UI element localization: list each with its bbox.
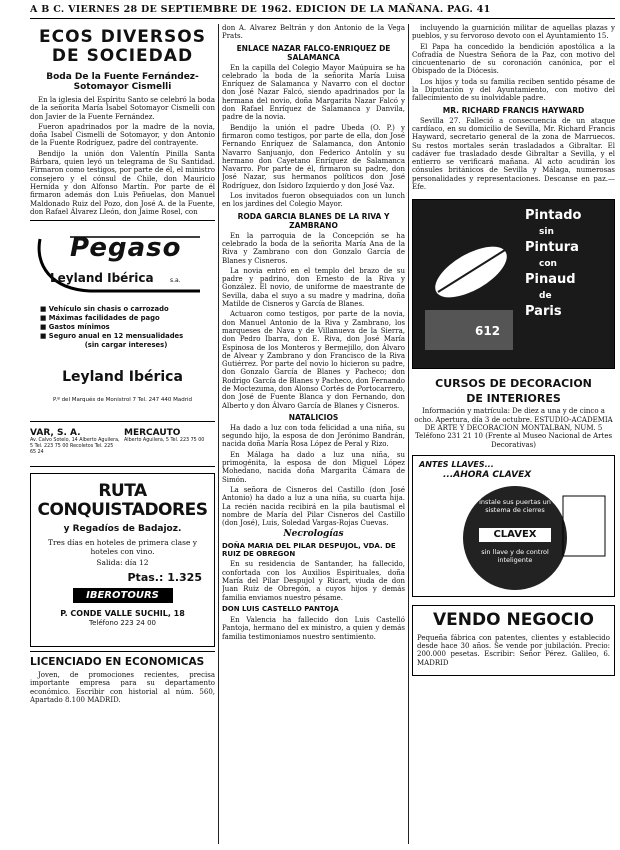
bullet-text: Seguro anual en 12 mensualidades <box>48 332 184 341</box>
article-paragraph: La señora de Cisneros del Castillo (don José Antonio) ha dado a luz a una niña, su cuarta hija. La recién nacida recibirá en la pila bautismal el nombre de María del Pilar Cisneros del Castillo (don José), Luis, Soledad Vargas-Rojas Cuevas. <box>222 485 405 528</box>
pintado-line: Paris <box>525 304 562 320</box>
pintado-line: Pinaud <box>525 272 576 288</box>
licenciado-title: LICENCIADO EN ECONOMICAS <box>30 656 205 669</box>
vendo-ad <box>412 605 615 676</box>
article-paragraph: Actuaron como testigos, por parte de la novia, don Manuel Antonio de la Riva y Zambrano, los marqueses de Nava y de Villanueva de la Sierra, don Pedro Ibarra, don E. Riva, don José María Espinosa de los Monteros y Bermejillo, don Álvaro de Alvear y Zambrano y don Francisco de la Riva Gutiérrez. Por parte del novio lo hicieron su padre, don Gonzalo García de Blanes y Pacheco; don Rodrigo García de Blanes y Pacheco, don Fernando de Moctezuma, don Alonso Cortés de Portocarrero, don José de Fuente Blanca y don Fernando, don Alberto y don Álvaro García de Blanes y Cisneros. <box>222 310 405 410</box>
article-title: ENLACE NAZAR FALCO-ENRIQUEZ DE SALAMANCA <box>236 43 391 62</box>
pegaso-ad <box>30 220 215 422</box>
ruta-address: P. CONDE VALLE SUCHIL, 18 <box>60 609 185 619</box>
ruta-subtitle: y Regadíos de Badajoz. <box>63 524 182 535</box>
pintado-line: con <box>539 259 557 270</box>
article-paragraph: Fueron apadrinados por la madre de la novia, doña Isabel Cismelli de Sotomayor, y don Antonio de la Fuente Rodríguez, padre del contrayente. <box>30 122 215 148</box>
bullet-item: ■ Seguro anual en 12 mensualidades <box>40 332 184 341</box>
article-paragraph: Sevilla 27. Falleció a consecuencia de un ataque cardíaco, en su domicilio de Sevilla, Mr. Richard Francis Hayward, secretario general de la zona de Marruecos. Su restos mortales serán trasladados a Gibraltar. El cadáver fue trasladado desde Gibraltar a Sevilla, y el entierro se verificará mañana. Al acto acudirán los cónsules británicos de Sevilla y Málaga, numerosas personalidades y representaciones. Descanse en paz.—Efe. <box>412 116 615 192</box>
article-paragraph: La novia entró en el templo del brazo de su padre y padrino, don Ernesto de la Riva y González. El novio, de uniforme de maestrante de Sevilla, daba el suyo a su madre y madrina, doña Matilde de Cisneros y García de Blanes. <box>222 266 405 309</box>
bullet-text: Máximas facilidades de pago <box>48 314 160 323</box>
section-title: NATALICIOS <box>288 412 339 422</box>
article-paragraph: En la capilla del Colegio Mayor Maúpuira se ha celebrado la boda de la señorita María Luisa Enríquez de Salamanca y Navarro con el doctor don José Nazar Falcó, siendo apadrinados por la hermana del novio, doña Margarita Nazar Falcó y don Rafael Enríquez de Salamanca y Danvila, padre de la novia. <box>222 63 405 122</box>
article-paragraph: En la iglesia del Espíritu Santo se celebró la boda de la señorita María Isabel Sotomayor Cismelli con don Javier de la Fuente Fernández. <box>30 96 215 121</box>
mercauto-name: MERCAUTO <box>124 428 181 439</box>
article-paragraph: Bendijo la unión el padre Ubeda (O. P.) y firmaron como testigos, por parte de ella, don José Fernando Enríquez de Salamanca, don Antonio Navarro Sanjuanjo, don Federico Antolín y su hermano don Cayetano Enríquez de Salamanca Navarro. Por parte de él, firmaron su padre, don José Nazar, sus hermanos políticos don José Rodríguez, don Isidoro Izquierdo y don José Vaz. <box>222 123 405 190</box>
pintado-line: de <box>539 291 552 302</box>
pintado-line: Pintura <box>525 240 579 256</box>
bullet-text: Vehículo sin chasis o carrozado <box>48 305 169 314</box>
bullet-item: ■ Gastos mínimos <box>40 323 110 332</box>
pegaso-logo <box>30 229 215 299</box>
vendo-body: Pequeña fábrica con patentes, clientes y establecido desde hace 30 años. Se vende por jubilación. Precio: 200.000 pesetas. Escribir: Señor Pérez. Galileo, 6. MADRID <box>417 633 610 667</box>
var-address: Av. Calvo Sotelo, 14 Alberto Aguilera, 5 Tel. 223 75 00 Recoletos Tel. 225 65 24 <box>30 438 120 456</box>
clavex-circle-text: instale sus puertas un sistema de cierres <box>479 497 551 514</box>
ruta-ad <box>30 473 215 647</box>
pegaso-bullets <box>40 305 212 350</box>
ruta-price: Ptas.: 1.325 <box>127 571 202 585</box>
vendo-title: VENDO NEGOCIO <box>433 609 594 630</box>
clavex-top: ANTES LLAVES... <box>419 459 494 469</box>
pintado-text <box>525 208 581 320</box>
dealer-ads <box>30 426 215 467</box>
cursos-title: CURSOS DE DECORACION <box>435 377 592 391</box>
pintado-line: sin <box>539 227 554 238</box>
pegaso-address: P.º del Marqués de Monistrol 7 Tel. 247 440 Madrid <box>53 397 192 404</box>
column-1 <box>30 24 215 844</box>
bullet-item: (sin cargar intereses) <box>84 341 168 350</box>
page-header <box>30 4 615 19</box>
licenciado-body: Joven, de promociones recientes, precisa importante empresa para su departamento económico. Escribir con historial al núm. 560, Apartado 8.100 MADRID. <box>30 671 215 705</box>
column-divider <box>218 24 219 844</box>
var-ad <box>30 428 120 456</box>
article-paragraph: incluyendo la guarnición militar de aquellas plazas y pueblos, y su fervoroso devoto con el Ayuntamiento 15. <box>412 24 615 41</box>
clavex-bottom: sin llave y de control inteligente <box>481 547 549 564</box>
section-title: ECOS DIVERSOS <box>39 27 206 47</box>
mercauto-address: Alberto Aguilera, 5 Tel. 223 75 00 <box>124 438 205 444</box>
article-paragraph: Los hijos y toda su familia reciben sentido pésame de la Diputación y del Ayuntamiento, con motivo del fallecimiento de su inolvidable padre. <box>412 77 615 103</box>
pegaso-sa: s.a. <box>170 277 181 285</box>
article-paragraph: Bendijo la unión don Valentín Pinilla Santa Bárbara, quien leyó un telegrama de Su Santidad. Firmaron como testigos, por parte de él, el ministro consejero y el cónsul de Chile, don Mauricio Hernida y don Alfonso Martín. Por parte de él firmaron además don Luis Peñuelas, don Manuel Maldonado Ruiz del Pozo, don José A. de la Fuente, don Rafael Álvarez Lleón, don Jaime Rosel, con <box>30 149 215 216</box>
article-paragraph: En Málaga ha dado a luz una niña, su primogénita, la esposa de don Miguel López Mohedano, nacida doña Margarita Cámara de Simón. <box>222 450 405 484</box>
clavex-top: ...AHORA CLAVEX <box>443 469 532 480</box>
pintado-phone: 612 <box>475 324 501 339</box>
ruta-brand: IBEROTOURS <box>73 588 173 603</box>
column-divider <box>408 24 409 844</box>
column-3 <box>412 24 615 844</box>
pegaso-logo-text: Pegaso <box>70 233 182 264</box>
column-2 <box>222 24 405 844</box>
bullet-text: Gastos mínimos <box>48 323 110 332</box>
ruta-phone: Teléfono 223 24 00 <box>89 619 156 628</box>
article-paragraph: Los invitados fueron obsequiados con un lunch en los jardines del Colegio Mayor. <box>222 192 405 209</box>
article-title: RODA GARCIA BLANES DE LA RIVA Y ZAMBRANO <box>237 211 390 230</box>
article-paragraph: En la parroquia de la Concepción se ha celebrado la boda de la señorita María Ana de la Riva y Zambrano con don Gonzalo García de Blanes y Cisneros. <box>222 231 405 265</box>
article-paragraph: El Papa ha concedido la bendición apostólica a la Cofradía de Nuestra Señora de la Paz, con motivo del cincuentenario de su coronación canónica, por el Obispado de la Diócesis. <box>412 42 615 76</box>
article-title: DOÑA MARIA DEL PILAR DESPUJOL, VDA. DE RUIZ DE OBREGON <box>222 542 396 559</box>
ruta-description: Tres días en hoteles de primera clase y hoteles con vino. <box>47 538 198 557</box>
ruta-title: RUTA CONQUISTADORES <box>37 481 208 521</box>
clavex-brand: CLAVEX <box>493 528 537 540</box>
bullet-item: ■ Vehículo sin chasis o carrozado <box>40 305 169 314</box>
var-name: VAR, S. A. <box>30 428 81 439</box>
pintado-line: Pintado <box>525 208 582 224</box>
header-text: A B C. VIERNES 28 DE SEPTIEMBRE DE 1962. EDICION DE LA MAÑANA. PAG. 41 <box>30 4 491 15</box>
clavex-ad <box>412 455 615 597</box>
cursos-body: Información y matrícula: De diez a una y de cinco a ocho. Apertura, día 3 de octubre. ESTUDIO-ACADEMIA DE ARTE Y DECORACION MONTALBAN, NUM. 5 Teléfono 231 21 10 (Frente al Museo Nacional de Artes Decorativas) <box>414 407 613 449</box>
article-title: Boda De la Fuente Fernández- <box>46 72 199 82</box>
article-title: MR. RICHARD FRANCIS HAYWARD <box>442 105 585 115</box>
article-title: Sotomayor Cismelli <box>73 82 172 92</box>
leaf-icon <box>413 200 615 368</box>
cursos-title: DE INTERIORES <box>466 392 561 406</box>
article-paragraph: En su residencia de Santander, ha fallecido, confortada con los Auxilios Espirituales, doña María del Pilar Despujol y Ricart, viuda de don Juan Ruiz de Obregón, a cuyos hijos y demás familia enviamos nuestro pésame. <box>222 560 405 602</box>
divider <box>30 651 215 652</box>
mercauto-ad <box>124 428 214 444</box>
section-title: DE SOCIEDAD <box>51 46 194 66</box>
article-title: DON LUIS CASTELLO PANTOJA <box>222 604 339 613</box>
pegaso-subtitle: Leyland Ibérica <box>50 271 154 286</box>
pegaso-brand: Leyland Ibérica <box>62 369 183 386</box>
section-title: Necrologías <box>283 529 344 540</box>
article-paragraph: En Valencia ha fallecido don Luis Castelló Pantoja, hermano del ex ministro, a quien y demás familia testimoniamos nuestro sentimiento. <box>222 615 405 641</box>
article-paragraph: Ha dado a luz con toda felicidad a una niña, su segundo hijo, la esposa de don Jerónimo Bandrán, nacida doña María Rosa López de Peral y Rizo. <box>222 423 405 449</box>
pintado-ad <box>412 199 615 369</box>
clavex-graphic <box>413 456 615 596</box>
bullet-item: ■ Máximas facilidades de pago <box>40 314 160 323</box>
ruta-departure: Salida: día 12 <box>96 558 149 568</box>
article-paragraph: don A. Álvarez Beltrán y don Antonio de la Vega Prats. <box>222 24 405 41</box>
